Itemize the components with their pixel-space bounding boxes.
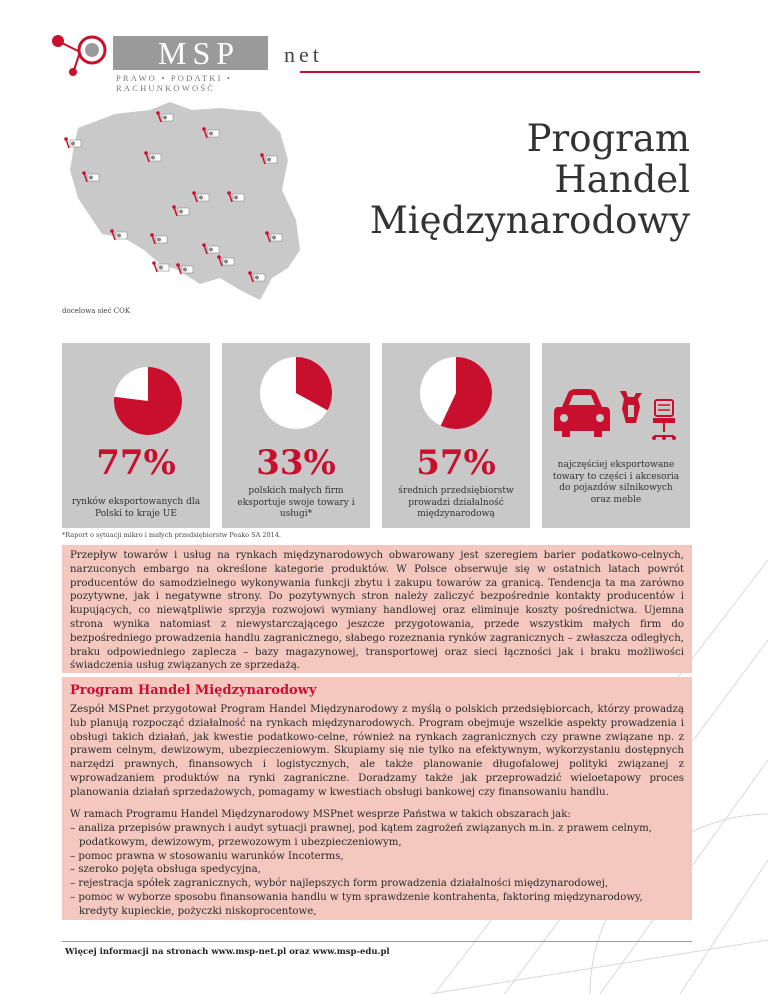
- title-line-2: Handel: [554, 158, 690, 201]
- footer-rule: [62, 941, 692, 942]
- stat-description-3: średnich przedsiębiorstw prowadzi działalność międzynarodową: [398, 486, 514, 519]
- car-icon: [552, 385, 612, 443]
- page-title: [370, 118, 690, 241]
- header-rule: [300, 71, 700, 73]
- intro-paragraph: Przepływ towarów i usług na rynkach międzynarodowych obwarowany jest szeregiem barier podatkowo-celnych, narzuconych embargo na określone kategorie produktów. W Polsce obserwuje się w ostatnich latach powrót producentów do samodzielnego wykonywania funkcji zbytu i zakupu towarów za granicą. Tendencja ta ma zarówno pozytywne, jak i negatywne strony. Do pozytywnych stron należy zaliczyć bezpośrednie kontakty producentów i kupujących, co niewątpliwie sprzyja rozwojowi wymiany handlowej oraz eliminuje koszty pośrednictwa. Ujemna strona wynika natomiast z niewystarczającego jeszcze przygotowania, przede wszystkim małych firm do bezpośredniego prowadzenia handlu zagranicznego, słabego rozeznania rynków zagranicznych – zwłaszcza odległych, braku odpowiedniego zaplecza – bazy magazynowej, transportowej oraz sieci łączności jak i braku możliwości świadczenia usług związanych ze sprzedażą.: [70, 550, 684, 672]
- logo-suffix: net: [284, 42, 323, 67]
- office-chair-icon: [648, 398, 680, 442]
- stat-description-1: rynków eksportowanych dla Polski to kraje UE: [71, 497, 201, 519]
- list-item: – szeroko pojęta obsługa spedycyjna,: [70, 864, 261, 876]
- program-paragraph-1: Zespół MSPnet przygotował Program Handel Międzynarodowy z myślą o polskich przedsiębiorcach, którzy prowadzą lub planują rozpocząć działalność na rynkach międzynarodowych. Program obejmuje wszelkie aspekty prowadzenia i obsługi takich działań, jak kwestie podatkowo-celne, również na rynkach zagranicznych czy prawne związane np. z prawem celnym, dewizowym, ubezpieczeniowym. Skupiamy się nie tylko na efektywnym, wykorzystaniu dostępnych narzędzi prawnych, finansowych i logistycznych, ale także planowanie długofalowej polityki związanej z wprowadzaniem produktów na rynki zagraniczne. Doradzamy także jak przeprowadzić wieloetapowy proces planowania działań sprzedażowych, pomagamy w kwestiach obsługi bankowej czy finansowaniu handlu.: [70, 704, 684, 798]
- list-item: – rejestracja spółek zagranicznych, wybór najlepszych form prowadzenia działalności międzynarodowej,: [70, 878, 609, 890]
- footer-links[interactable]: Więcej informacji na stronach www.msp-net.pl oraz www.msp-edu.pl: [65, 947, 390, 957]
- stat-description-2: polskich małych firm eksportuje swoje towary i usługi*: [237, 486, 355, 519]
- poland-map: [60, 100, 310, 305]
- title-line-1: Program: [526, 117, 690, 160]
- stat-percent-3: 57%: [416, 443, 496, 483]
- msp-logo[interactable]: [40, 28, 323, 93]
- program-heading: Program Handel Międzynarodowy: [70, 683, 317, 698]
- stat-panel-2: [222, 343, 370, 528]
- pie-chart-2: [256, 353, 336, 433]
- pie-chart-1: [108, 361, 188, 441]
- title-line-3: Międzynarodowy: [369, 199, 690, 242]
- intro-box: [62, 545, 692, 673]
- program-list: [70, 822, 684, 919]
- logo-tagline: PRAWO • PODATKI • RACHUNKOWOŚĆ: [116, 73, 233, 93]
- list-item: – analiza przepisów prawnych i audyt sytuacji prawnej, pod kątem zagrożeń związanych m.in. z prawem celnym, podatkowym, dewizowym, przewozowym i ubezpieczeniowym,: [70, 823, 653, 848]
- logo-text: MSP: [158, 35, 241, 71]
- stat-percent-1: 77%: [96, 443, 176, 483]
- stat-panel-4: [542, 343, 690, 528]
- stat-percent-2: 33%: [256, 443, 336, 483]
- program-box: [62, 677, 692, 920]
- stat-panel-1: [62, 343, 210, 528]
- footnote: *Raport o sytuacji mikro i małych przedsiębiorstw Peako SA 2014.: [62, 531, 281, 539]
- map-caption: docelowa sieć COK: [62, 307, 131, 315]
- program-paragraph-2: W ramach Programu Handel Międzynarodowy MSPnet wesprze Państwa w takich obszarach jak:: [70, 809, 571, 820]
- list-item: – pomoc w wyborze sposobu finansowania handlu w tym sprawdzenie kontrahenta, faktoring międzynarodowy, kredyty kupieckie, pożyczki niskoprocentowe,: [70, 891, 643, 917]
- stat-panel-3: [382, 343, 530, 528]
- motorcycle-icon: [614, 387, 648, 427]
- pie-chart-3: [416, 353, 496, 433]
- stat-description-4: najczęściej eksportowane towary to części i akcesoria do pojazdów silnikowych oraz meble: [552, 460, 680, 505]
- list-item: – pomoc prawna w stosowaniu warunków Incoterms,: [70, 850, 344, 862]
- logo-pin-icon: [40, 28, 120, 88]
